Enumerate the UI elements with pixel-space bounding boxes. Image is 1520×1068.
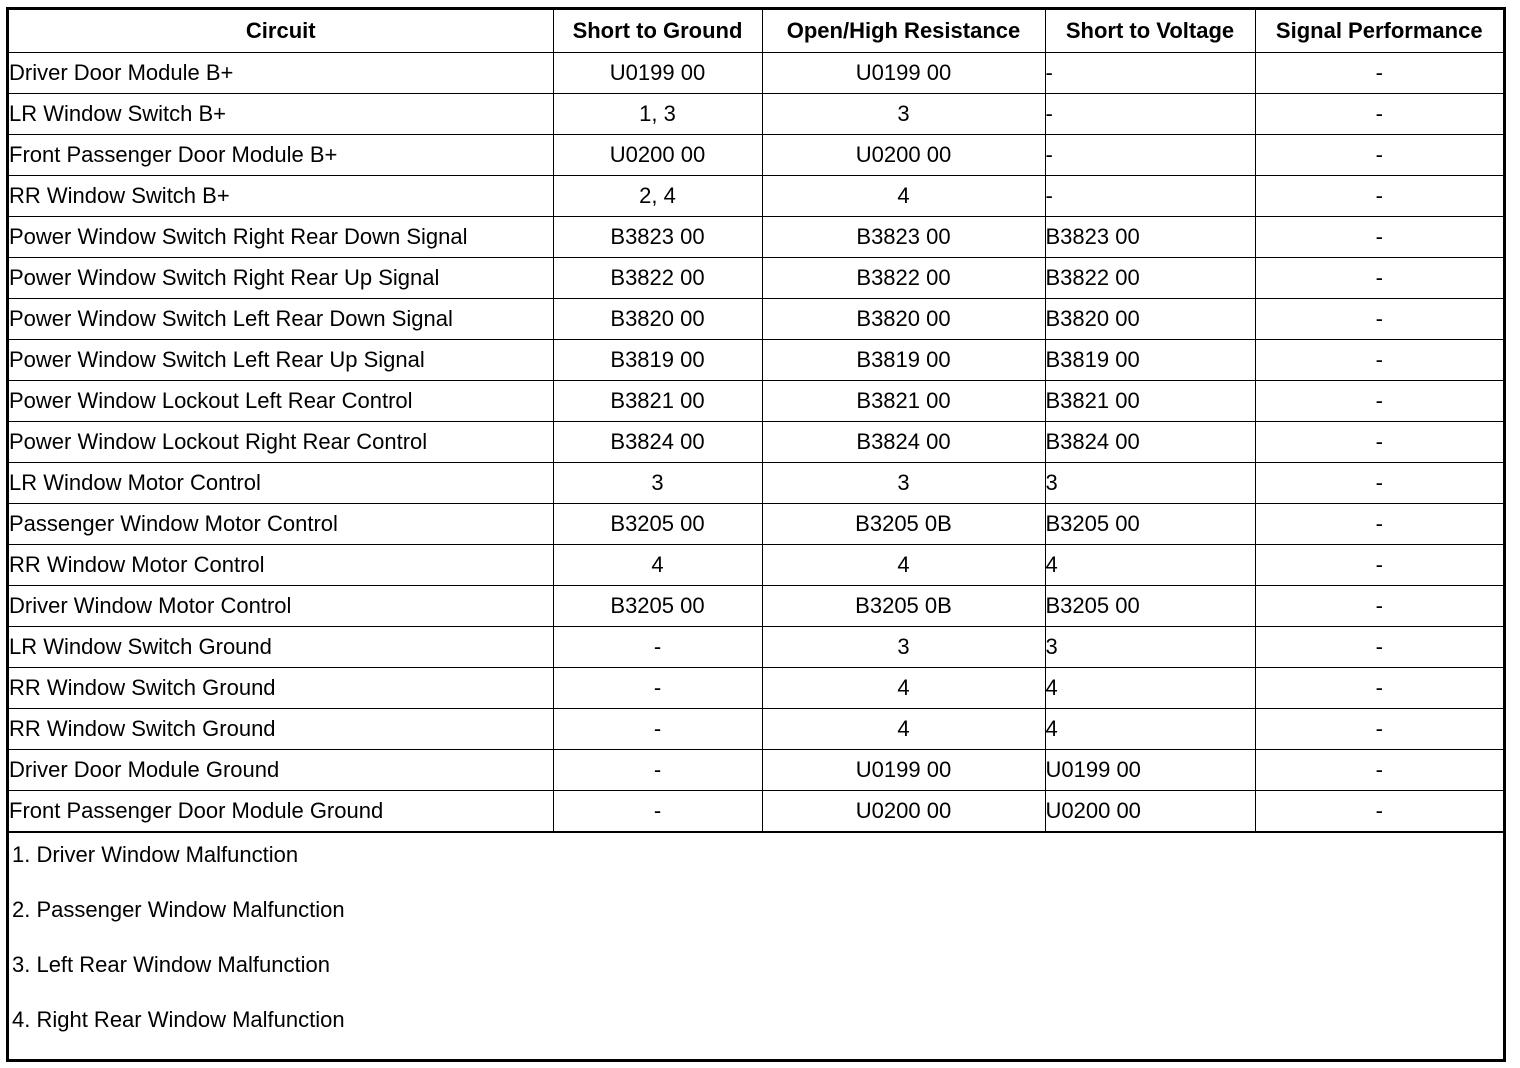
table-row bbox=[9, 380, 1503, 421]
table-row bbox=[9, 421, 1503, 462]
short-to-ground-cell: B3205 00 bbox=[553, 503, 762, 544]
header-short-to-ground: Short to Ground bbox=[553, 10, 762, 52]
signal-performance-cell: - bbox=[1255, 790, 1503, 831]
signal-performance-cell: - bbox=[1255, 175, 1503, 216]
circuit-cell: LR Window Switch Ground bbox=[9, 626, 553, 667]
table-row bbox=[9, 134, 1503, 175]
circuit-cell: LR Window Motor Control bbox=[9, 462, 553, 503]
signal-performance-cell: - bbox=[1255, 380, 1503, 421]
short-to-ground-cell: 2, 4 bbox=[553, 175, 762, 216]
short-to-voltage-cell: - bbox=[1045, 93, 1255, 134]
signal-performance-cell: - bbox=[1255, 544, 1503, 585]
short-to-voltage-cell: B3822 00 bbox=[1045, 257, 1255, 298]
header-open-high-resistance: Open/High Resistance bbox=[762, 10, 1045, 52]
signal-performance-cell: - bbox=[1255, 708, 1503, 749]
short-to-ground-cell: B3823 00 bbox=[553, 216, 762, 257]
header-signal-performance: Signal Performance bbox=[1255, 10, 1503, 52]
short-to-ground-cell: B3205 00 bbox=[553, 585, 762, 626]
table-row bbox=[9, 585, 1503, 626]
short-to-voltage-cell: - bbox=[1045, 175, 1255, 216]
table-row bbox=[9, 175, 1503, 216]
circuit-cell: Power Window Lockout Left Rear Control bbox=[9, 380, 553, 421]
table-row bbox=[9, 503, 1503, 544]
table-row bbox=[9, 749, 1503, 790]
short-to-ground-cell: - bbox=[553, 790, 762, 831]
table-row bbox=[9, 257, 1503, 298]
open-high-resistance-cell: B3822 00 bbox=[762, 257, 1045, 298]
circuit-cell: Power Window Lockout Right Rear Control bbox=[9, 421, 553, 462]
short-to-ground-cell: B3819 00 bbox=[553, 339, 762, 380]
header-circuit: Circuit bbox=[9, 10, 553, 52]
short-to-voltage-cell: U0200 00 bbox=[1045, 790, 1255, 831]
footnote-item: 4. Right Rear Window Malfunction bbox=[12, 1006, 345, 1032]
short-to-ground-cell: B3822 00 bbox=[553, 257, 762, 298]
table-row bbox=[9, 216, 1503, 257]
circuit-cell: RR Window Motor Control bbox=[9, 544, 553, 585]
open-high-resistance-cell: B3824 00 bbox=[762, 421, 1045, 462]
short-to-voltage-cell: - bbox=[1045, 134, 1255, 175]
table-row bbox=[9, 667, 1503, 708]
open-high-resistance-cell: 4 bbox=[762, 708, 1045, 749]
signal-performance-cell: - bbox=[1255, 626, 1503, 667]
open-high-resistance-cell: 3 bbox=[762, 462, 1045, 503]
circuit-cell: Driver Window Motor Control bbox=[9, 585, 553, 626]
short-to-voltage-cell: B3205 00 bbox=[1045, 503, 1255, 544]
open-high-resistance-cell: U0199 00 bbox=[762, 749, 1045, 790]
short-to-voltage-cell: B3824 00 bbox=[1045, 421, 1255, 462]
open-high-resistance-cell: B3823 00 bbox=[762, 216, 1045, 257]
short-to-ground-cell: - bbox=[553, 708, 762, 749]
short-to-ground-cell: 3 bbox=[553, 462, 762, 503]
open-high-resistance-cell: B3205 0B bbox=[762, 585, 1045, 626]
table-row bbox=[9, 462, 1503, 503]
signal-performance-cell: - bbox=[1255, 585, 1503, 626]
signal-performance-cell: - bbox=[1255, 749, 1503, 790]
footnote-item: 3. Left Rear Window Malfunction bbox=[12, 951, 330, 977]
short-to-ground-cell: U0200 00 bbox=[553, 134, 762, 175]
table-row bbox=[9, 52, 1503, 93]
short-to-ground-cell: U0199 00 bbox=[553, 52, 762, 93]
signal-performance-cell: - bbox=[1255, 52, 1503, 93]
short-to-voltage-cell: 4 bbox=[1045, 708, 1255, 749]
diagnostic-table-frame bbox=[6, 7, 1506, 1062]
open-high-resistance-cell: 3 bbox=[762, 626, 1045, 667]
short-to-ground-cell: B3820 00 bbox=[553, 298, 762, 339]
table-row bbox=[9, 339, 1503, 380]
circuit-cell: RR Window Switch Ground bbox=[9, 667, 553, 708]
signal-performance-cell: - bbox=[1255, 257, 1503, 298]
circuit-cell: Power Window Switch Left Rear Up Signal bbox=[9, 339, 553, 380]
short-to-ground-cell: - bbox=[553, 667, 762, 708]
short-to-ground-cell: - bbox=[553, 626, 762, 667]
footnote-item: 2. Passenger Window Malfunction bbox=[12, 896, 345, 922]
short-to-voltage-cell: B3205 00 bbox=[1045, 585, 1255, 626]
short-to-voltage-cell: B3823 00 bbox=[1045, 216, 1255, 257]
header-row bbox=[9, 10, 1503, 52]
open-high-resistance-cell: U0199 00 bbox=[762, 52, 1045, 93]
open-high-resistance-cell: B3205 0B bbox=[762, 503, 1045, 544]
footnotes bbox=[9, 832, 1503, 1053]
signal-performance-cell: - bbox=[1255, 339, 1503, 380]
circuit-cell: LR Window Switch B+ bbox=[9, 93, 553, 134]
open-high-resistance-cell: 4 bbox=[762, 667, 1045, 708]
short-to-voltage-cell: 4 bbox=[1045, 667, 1255, 708]
short-to-voltage-cell: 4 bbox=[1045, 544, 1255, 585]
open-high-resistance-cell: U0200 00 bbox=[762, 134, 1045, 175]
signal-performance-cell: - bbox=[1255, 667, 1503, 708]
circuit-cell: Power Window Switch Left Rear Down Signal bbox=[9, 298, 553, 339]
circuit-cell: Power Window Switch Right Rear Down Signal bbox=[9, 216, 553, 257]
short-to-ground-cell: B3821 00 bbox=[553, 380, 762, 421]
short-to-ground-cell: 4 bbox=[553, 544, 762, 585]
table-body bbox=[9, 52, 1503, 831]
open-high-resistance-cell: 3 bbox=[762, 93, 1045, 134]
short-to-voltage-cell: B3819 00 bbox=[1045, 339, 1255, 380]
circuit-cell: Front Passenger Door Module Ground bbox=[9, 790, 553, 831]
open-high-resistance-cell: 4 bbox=[762, 175, 1045, 216]
circuit-cell: Power Window Switch Right Rear Up Signal bbox=[9, 257, 553, 298]
table-row bbox=[9, 298, 1503, 339]
open-high-resistance-cell: 4 bbox=[762, 544, 1045, 585]
table-row bbox=[9, 790, 1503, 831]
circuit-cell: Driver Door Module B+ bbox=[9, 52, 553, 93]
short-to-voltage-cell: - bbox=[1045, 52, 1255, 93]
short-to-voltage-cell: 3 bbox=[1045, 626, 1255, 667]
signal-performance-cell: - bbox=[1255, 134, 1503, 175]
header-short-to-voltage: Short to Voltage bbox=[1045, 10, 1255, 52]
open-high-resistance-cell: B3819 00 bbox=[762, 339, 1045, 380]
signal-performance-cell: - bbox=[1255, 93, 1503, 134]
short-to-voltage-cell: B3820 00 bbox=[1045, 298, 1255, 339]
circuit-dtc-table bbox=[9, 10, 1503, 832]
table-row bbox=[9, 93, 1503, 134]
circuit-cell: Front Passenger Door Module B+ bbox=[9, 134, 553, 175]
circuit-cell: Driver Door Module Ground bbox=[9, 749, 553, 790]
short-to-ground-cell: 1, 3 bbox=[553, 93, 762, 134]
short-to-ground-cell: - bbox=[553, 749, 762, 790]
short-to-voltage-cell: 3 bbox=[1045, 462, 1255, 503]
circuit-cell: RR Window Switch B+ bbox=[9, 175, 553, 216]
table-row bbox=[9, 626, 1503, 667]
short-to-ground-cell: B3824 00 bbox=[553, 421, 762, 462]
circuit-cell: Passenger Window Motor Control bbox=[9, 503, 553, 544]
table-row bbox=[9, 708, 1503, 749]
short-to-voltage-cell: B3821 00 bbox=[1045, 380, 1255, 421]
signal-performance-cell: - bbox=[1255, 298, 1503, 339]
open-high-resistance-cell: B3821 00 bbox=[762, 380, 1045, 421]
short-to-voltage-cell: U0199 00 bbox=[1045, 749, 1255, 790]
table-row bbox=[9, 544, 1503, 585]
signal-performance-cell: - bbox=[1255, 216, 1503, 257]
footnote-item: 1. Driver Window Malfunction bbox=[12, 841, 299, 867]
open-high-resistance-cell: B3820 00 bbox=[762, 298, 1045, 339]
circuit-cell: RR Window Switch Ground bbox=[9, 708, 553, 749]
open-high-resistance-cell: U0200 00 bbox=[762, 790, 1045, 831]
signal-performance-cell: - bbox=[1255, 503, 1503, 544]
signal-performance-cell: - bbox=[1255, 421, 1503, 462]
signal-performance-cell: - bbox=[1255, 462, 1503, 503]
